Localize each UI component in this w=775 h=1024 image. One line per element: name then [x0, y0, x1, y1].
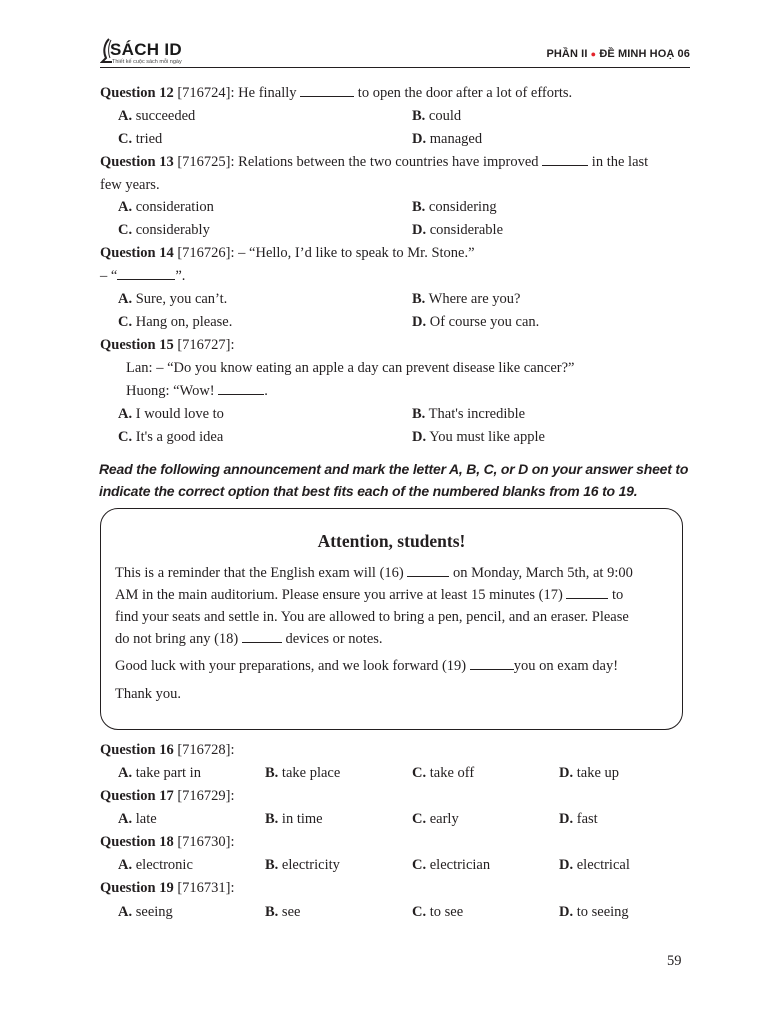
option-d: D. managed: [412, 131, 483, 147]
page-number: 59: [667, 953, 682, 969]
question-14-stem: Question 14 [716726]: – “Hello, I’d like to speak to Mr. Stone.”: [100, 245, 475, 261]
question-15-stem: Question 15 [716727]:: [100, 337, 235, 353]
announcement-paragraph-3: Thank you.: [115, 686, 182, 702]
option-a: A. succeeded: [118, 108, 196, 124]
option-c: C. electrician: [412, 857, 491, 873]
instructions-line-2: indicate the correct option that best fits each of the numbered blanks from 16 to 19.: [99, 483, 638, 499]
announcement-line: do not bring any (18) devices or notes.: [115, 631, 383, 647]
announcement-line: This is a reminder that the English exam will (16) on Monday, March 5th, at 9:00: [115, 565, 633, 581]
option-d: D. to seeing: [559, 904, 629, 920]
option-d: D. electrical: [559, 857, 630, 873]
answer-blank: [242, 630, 282, 643]
option-b: B. take place: [265, 765, 341, 781]
exam-label: ĐỀ MINH HOẠ 06: [599, 48, 690, 60]
option-a: A. Sure, you can’t.: [118, 291, 228, 307]
option-b: B. in time: [265, 811, 323, 827]
option-c: C. early: [412, 811, 459, 827]
question-17-stem: Question 17 [716729]:: [100, 788, 235, 804]
option-d: D. considerable: [412, 222, 504, 238]
announcement-box: [100, 508, 683, 730]
option-b: B. Where are you?: [412, 291, 521, 307]
option-b: B. That's incredible: [412, 406, 526, 422]
option-b: B. considering: [412, 199, 497, 215]
question-13-stem: Question 13 [716725]: Relations between the two countries have improved in the last: [100, 154, 649, 170]
answer-blank: [117, 267, 175, 280]
option-d: D. You must like apple: [412, 429, 545, 445]
brand-name: SÁCH ID: [110, 40, 182, 59]
option-c: C. take off: [412, 765, 475, 781]
option-b: B. see: [265, 904, 301, 920]
option-b: B. electricity: [265, 857, 340, 873]
question-12-stem: Question 12 [716724]: He finally to open the door after a lot of efforts.: [100, 85, 573, 101]
option-a: A. seeing: [118, 904, 173, 920]
announcement-paragraph-2: Good luck with your preparations, and we look forward (19) you on exam day!: [115, 658, 619, 674]
question-13-stem-cont: few years.: [100, 177, 160, 193]
option-a: A. consideration: [118, 199, 214, 215]
option-c: C. considerably: [118, 222, 210, 238]
option-c: C. It's a good idea: [118, 429, 224, 445]
answer-blank: [566, 586, 608, 599]
question-16-stem: Question 16 [716728]:: [100, 742, 235, 758]
option-d: D. Of course you can.: [412, 314, 540, 330]
option-a: A. take part in: [118, 765, 201, 781]
option-c: C. to see: [412, 904, 464, 920]
separator-dot-icon: ●: [590, 49, 597, 59]
announcement-line: find your seats and settle in. You are allowed to bring a pen, pencil, and an eraser. Please: [115, 609, 629, 625]
option-a: A. electronic: [118, 857, 193, 873]
question-19-stem: Question 19 [716731]:: [100, 880, 235, 896]
page-header: [100, 38, 690, 70]
announcement-line: AM in the main auditorium. Please ensure you arrive at least 15 minutes (17) to: [115, 587, 624, 603]
brand-tagline: Thiết kế cuộc sách mỗi ngày: [112, 59, 182, 65]
dialogue-line-lan: Lan: – “Do you know eating an apple a day can prevent disease like cancer?”: [126, 360, 575, 376]
instructions-line-1: Read the following announcement and mark the letter A, B, C, or D on your answer sheet to: [99, 461, 689, 477]
option-a: A. I would love to: [118, 406, 224, 422]
announcement-title: Attention, students!: [317, 531, 466, 551]
announcement-paragraph-1: [115, 562, 671, 650]
header-rule: [100, 67, 690, 68]
answer-blank: [542, 153, 588, 166]
answer-blank: [470, 657, 514, 670]
option-b: B. could: [412, 108, 462, 124]
running-head: [546, 48, 690, 60]
option-d: D. fast: [559, 811, 598, 827]
option-d: D. take up: [559, 765, 620, 781]
answer-blank: [300, 84, 354, 97]
answer-blank: [218, 382, 264, 395]
answer-blank: [407, 564, 449, 577]
option-c: C. tried: [118, 131, 163, 147]
question-14-reply: – “ ”.: [100, 268, 186, 284]
question-18-stem: Question 18 [716730]:: [100, 834, 235, 850]
section-label: PHẦN II: [546, 48, 588, 60]
option-a: A. late: [118, 811, 157, 827]
dialogue-line-huong: Huong: “Wow! .: [126, 383, 268, 399]
option-c: C. Hang on, please.: [118, 314, 233, 330]
